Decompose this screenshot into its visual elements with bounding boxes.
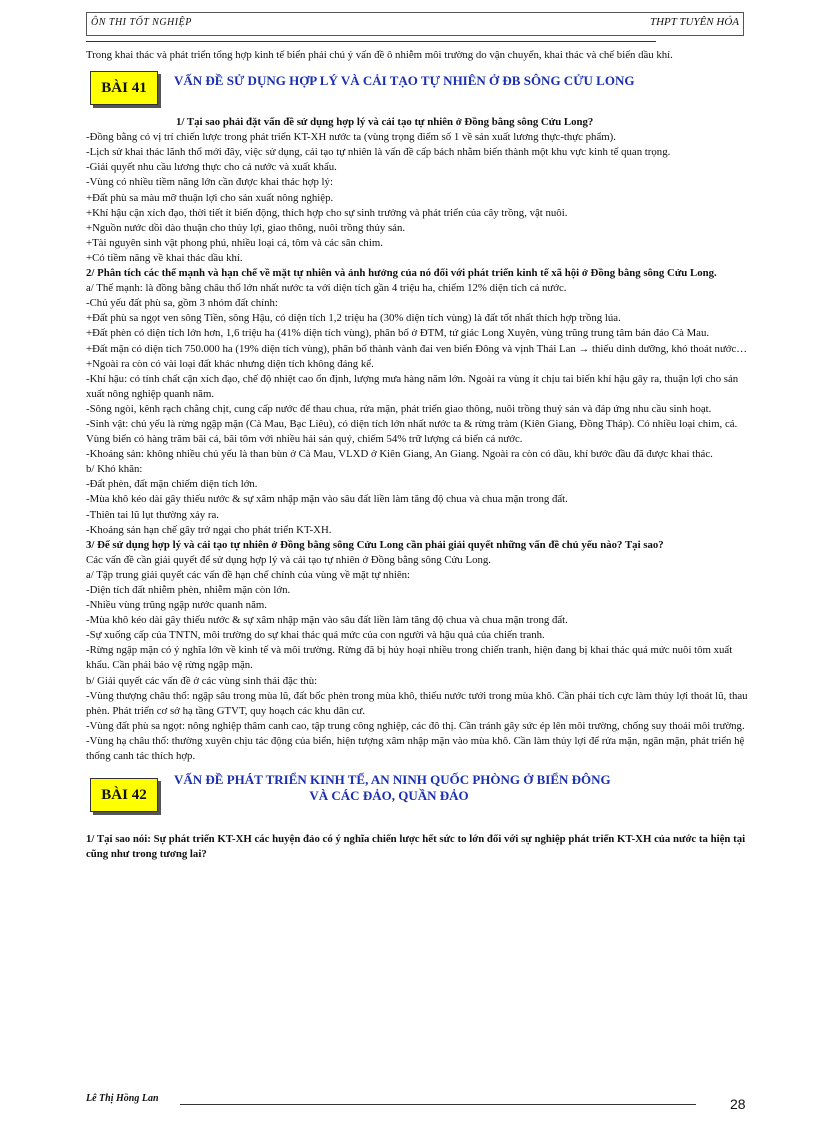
question-1: 1/ Tại sao phải đặt vấn đề sử dụng hợp lý và cải tạo tự nhiên ở Đồng bằng sông Cửu Long? xyxy=(176,116,594,129)
text-line: +Nguồn nước dồi dào thuận cho thủy lợi, giao thông, nuôi trồng thủy sản. xyxy=(86,221,406,234)
text-line: b/ Khó khăn: xyxy=(86,463,143,476)
lesson-41-title: VẤN ĐỀ SỬ DỤNG HỢP LÝ VÀ CẢI TẠO TỰ NHIÊN Ở ĐB SÔNG CỬU LONG xyxy=(174,73,635,89)
page-number: 28 xyxy=(730,1096,746,1112)
text-line: +Đất phèn có diện tích lớn hơn, 1,6 triệu ha (41% diện tích vùng), phân bố ở ĐTM, tứ giác Long Xuyên, vùng trũng trung tâm bán đảo Cà Mau. xyxy=(86,327,710,340)
text-line: -Thiên tai lũ lụt thường xảy ra. xyxy=(86,508,219,521)
text-line: -Vùng đất phù sa ngọt: nông nghiệp thâm canh cao, tập trung công nghiệp, các đô thị. Cần tránh gây sức ép lên môi trường, chống suy thoái môi trường. xyxy=(86,719,745,732)
question-2-answer xyxy=(86,281,750,538)
text-line: +Ngoài ra còn có vài loại đất khác nhưng diện tích không đáng kể. xyxy=(86,357,374,370)
text-line: -Khí hậu: có tính chất cận xích đạo, chế độ nhiệt cao ổn định, lượng mưa hàng năm lớn. Ngoài ra vùng ít chịu tai biến khí hậu gây ra, thuận lợi cho sản xuất nông nghiệp quanh năm. xyxy=(86,372,739,400)
text-line: -Diện tích đất nhiễm phèn, nhiễm mặn còn lớn. xyxy=(86,584,291,596)
text-line: +Đất phù sa ngọt ven sông Tiền, sông Hậu, có diện tích 1,2 triệu ha (30% diện tích vùng) là đất tốt nhất thích hợp trồng lúa. xyxy=(86,312,621,325)
lesson-42-title-line-2: VÀ CÁC ĐẢO, QUẦN ĐẢO xyxy=(309,788,469,804)
text-line: -Mùa khô kéo dài gây thiếu nước & sự xâm nhập mặn vào sâu đất liền làm tăng độ chua và chua mặn trong đất. xyxy=(86,493,568,506)
text-line: -Sinh vật: chủ yếu là rừng ngập mặn (Cà Mau, Bạc Liêu), có diện tích lớn nhất nước ta & rừng tràm (Kiên Giang, Đồng Tháp). Có nhiều loại chim, cá. Vùng biển có hàng trăm bãi cá, bãi tôm với nhiều hải sản quý, chiếm 54% trữ lượng cá biển cả nước. xyxy=(86,417,738,446)
lesson-41-heading xyxy=(86,71,750,109)
text-line: +Đất phù sa màu mỡ thuận lợi cho sản xuất nông nghiệp. xyxy=(86,191,334,204)
text-line: -Rừng ngập mặn có ý nghĩa lớn về kinh tế và môi trường. Rừng đã bị hủy hoại nhiều trong chiến tranh, hiện đang bị khai thác quá mức nuôi tôm xuất khẩu. Cần phải bảo vệ rừng ngập mặn. xyxy=(86,644,733,672)
question-3-answer xyxy=(86,553,750,764)
text-line: a/ Thế mạnh: là đồng bằng châu thổ lớn nhất nước ta với diện tích gần 4 triệu ha, chiếm 12% diện tích cả nước. xyxy=(86,282,567,295)
text-line: +Đất mặn có diện tích 750.000 ha (19% diện tích vùng), phân bố thành vành đai ven biển Đông và vịnh Thái Lan → thiếu dinh dưỡng, khó thoát nước… xyxy=(86,342,748,355)
text-line: Các vấn đề cần giải quyết để sử dụng hợp lý và cải tạo tự nhiên ở Đồng bằng sông Cửu Long. xyxy=(86,553,491,566)
question-1-answer xyxy=(86,130,750,266)
lesson-42-title xyxy=(174,772,664,804)
question-2: 2/ Phân tích các thế mạnh và hạn chế về mặt tự nhiên và ảnh hưởng của nó đối với phát triển kinh tế xã hội ở Đồng bằng sông Cửu Long. xyxy=(86,267,717,280)
text-line: -Vùng có nhiều tiềm năng lớn cần được khai thác hợp lý: xyxy=(86,176,333,189)
text-line: a/ Tập trung giải quyết các vấn đề hạn chế chính của vùng về mặt tự nhiên: xyxy=(86,568,411,581)
question-3: 3/ Để sử dụng hợp lý và cải tạo tự nhiên ở Đồng bằng sông Cửu Long cần phải giải quyết những vấn đề chủ yếu nào? Tại sao? xyxy=(86,538,664,551)
text-line: -Đất phèn, đất mặn chiếm diện tích lớn. xyxy=(86,478,258,491)
text-line: -Giải quyết nhu cầu lương thực cho cả nước và xuất khẩu. xyxy=(86,161,337,174)
text-line: -Sông ngòi, kênh rạch chằng chịt, cung cấp nước để thau chua, rửa mặn, phát triển giao thông, nuôi trồng thuỷ sản và đáp ứng nhu cầu sinh hoạt. xyxy=(86,402,712,415)
text-line: -Đồng bằng có vị trí chiến lược trong phát triển KT-XH nước ta (vùng trọng điểm số 1 về sản xuất lương thực-thực phẩm). xyxy=(86,131,616,144)
footer-divider xyxy=(180,1104,696,1105)
page-header xyxy=(86,12,744,36)
text-line: -Vùng thượng châu thổ: ngập sâu trong mùa lũ, đất bốc phèn trong mùa khô, thiếu nước tưới trong mùa khô. Cần phải tích cực làm thủy lợi thoát lũ, thau phèn. Phát triển cơ sở hạ tầng GTVT, quy hoạch các khu dân cư. xyxy=(86,689,748,717)
text-line: +Tài nguyên sinh vật phong phú, nhiều loại cá, tôm và các sân chim. xyxy=(86,236,383,249)
lesson-42-badge: BÀI 42 xyxy=(90,778,158,812)
text-line: +Có tiềm năng về khai thác dầu khí. xyxy=(86,251,243,264)
text-line: -Sự xuống cấp của TNTN, môi trường do sự khai thác quá mức của con người và hậu quả của chiến tranh. xyxy=(86,629,545,642)
text-line: +Khí hậu cận xích đạo, thời tiết ít biến động, thích hợp cho sự sinh trưởng và phát triển của cây trồng, vật nuôi. xyxy=(86,206,568,219)
text-line: -Vùng hạ châu thổ: thường xuyên chịu tác động của biển, hiện tượng xâm nhập mặn vào mùa khô. Cần làm thủy lợi để rửa mặn, ngăn mặn, phát triển hệ thống canh tác thích hợp. xyxy=(86,734,745,763)
lesson-41-badge: BÀI 41 xyxy=(90,71,158,105)
header-right-text: THPT TUYÊN HÓA xyxy=(649,16,739,28)
header-divider xyxy=(86,41,656,42)
lesson-42-title-line-1: VẤN ĐỀ PHÁT TRIỂN KINH TẾ, AN NINH QUỐC PHÒNG Ở BIỂN ĐÔNG xyxy=(174,772,611,788)
lesson-42-heading xyxy=(86,772,750,816)
text-line: -Nhiều vùng trũng ngập nước quanh năm. xyxy=(86,599,267,612)
text-line: b/ Giải quyết các vấn đề ở các vùng sinh thái đặc thù: xyxy=(86,674,318,687)
header-left-text: ÔN THI TỐT NGHIỆP xyxy=(91,17,192,28)
text-line: -Mùa khô kéo dài gây thiếu nước & sự xâm nhập mặn vào sâu đất liền làm tăng độ chua và chua mặn trong đất. xyxy=(86,614,568,627)
text-line: -Lịch sử khai thác lãnh thổ mới đây, việc sử dụng, cải tạo tự nhiên là vấn đề cấp bách nhằm biến thành một khu vực kinh tế quan trọng. xyxy=(86,146,671,159)
footer-author: Lê Thị Hồng Lan xyxy=(86,1093,159,1104)
text-line: -Khoáng sản hạn chế gây trở ngại cho phát triển KT-XH. xyxy=(86,523,332,536)
text-line: -Khoáng sản: không nhiều chủ yếu là than bùn ở Cà Mau, VLXD ở Kiên Giang, An Giang. Ngoài ra còn có dầu, khí bước đầu đã được khai thác. xyxy=(86,448,713,461)
intro-paragraph: Trong khai thác và phát triển tổng hợp kinh tế biển phải chú ý vấn đề ô nhiễm môi trường do vận chuyển, khai thác và chế biến dầu khí. xyxy=(86,49,673,61)
page-body xyxy=(86,48,750,862)
question-4: 1/ Tại sao nói: Sự phát triển KT-XH các huyện đảo có ý nghĩa chiến lược hết sức to lớn đối với sự nghiệp phát triển KT-XH của nước ta hiện tại cũng như trong tương lai? xyxy=(86,833,746,861)
text-line: -Chủ yếu đất phù sa, gồm 3 nhóm đất chính: xyxy=(86,297,278,310)
